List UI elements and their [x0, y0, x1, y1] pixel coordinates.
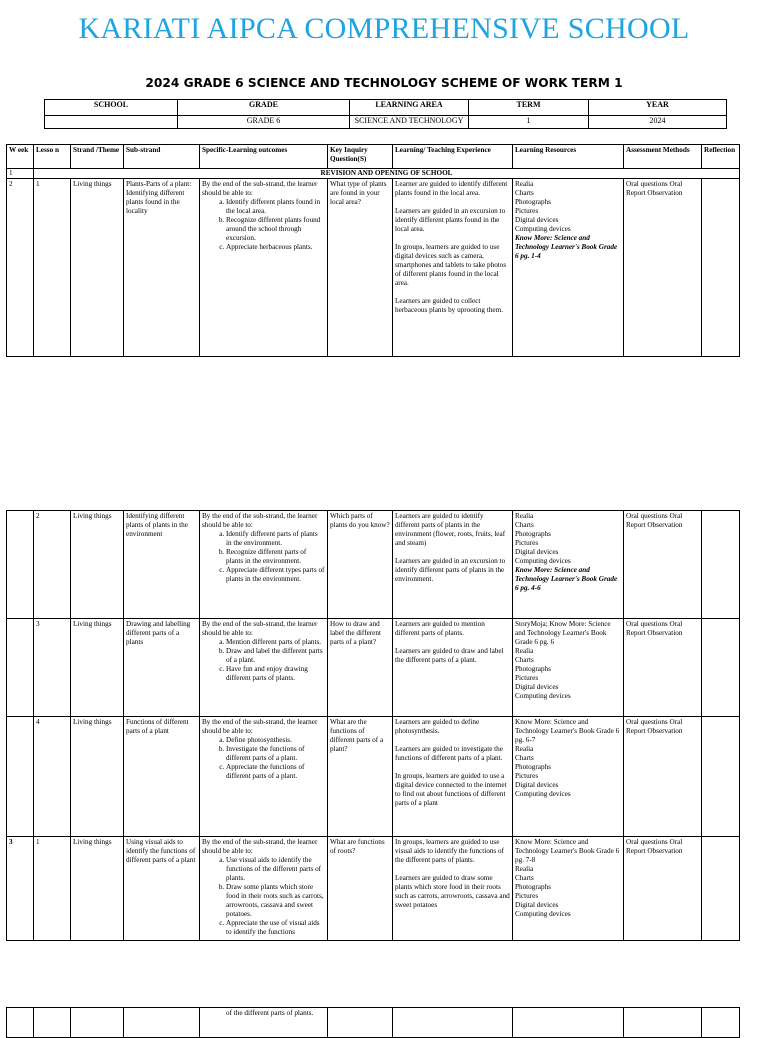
row-key-inquiry [328, 1008, 393, 1038]
row-week: 2 [7, 179, 34, 357]
experience-item: Learners are guided to identify different parts of plants in the environment (flower, roots, fruits, leaf and steam) [395, 512, 506, 547]
outcome-item: b. Investigate the functions of different parts of a plant. [226, 745, 325, 763]
row-lesson: 2 [34, 511, 71, 619]
outcome-item: b. Recognize different parts of plants in the environment. [226, 548, 325, 566]
outcome-list [202, 198, 325, 252]
row-week: 3 [7, 837, 34, 941]
week-1-row [7, 169, 740, 179]
outcome-list [202, 638, 325, 683]
row-substrand [124, 1008, 200, 1038]
school-title: KARIATI AIPCA COMPREHENSIVE SCHOOL [78, 12, 690, 45]
resource-item: Computing devices [515, 557, 571, 565]
table-row [7, 1008, 740, 1038]
info-header-term: TERM [469, 100, 589, 116]
outcome-intro: By the end of the sub-strand, the learner should be able to: [202, 180, 318, 197]
row-outcomes [200, 717, 328, 837]
row-strand: Living things [71, 837, 124, 941]
info-value-grade: GRADE 6 [178, 116, 350, 129]
row-reflection [702, 619, 740, 717]
resource-item: Pictures [515, 539, 539, 547]
info-value-learning-area: SCIENCE AND TECHNOLOGY [350, 116, 469, 129]
row-resources [513, 837, 624, 941]
experience-item: Learners are guided in an excursion to identify different plants found in the local area. [395, 207, 506, 233]
header-outcomes: Specific-Learning outcomes [200, 145, 328, 169]
info-header-learning-area: LEARNING AREA [350, 100, 469, 116]
row-substrand: Identifying different plants of plants in the environment [124, 511, 200, 619]
experience-item: Learners are guided to investigate the functions of different parts of a plant. [395, 745, 503, 762]
outcome-item: a. Use visual aids to identify the functions of the different parts of plants. [226, 856, 325, 883]
outcome-list [202, 856, 325, 937]
row-reflection [702, 717, 740, 837]
row-strand: Living things [71, 179, 124, 357]
resource-item: Realia [515, 745, 534, 753]
table-row [7, 717, 740, 837]
row-strand [71, 1008, 124, 1038]
header-substrand: Sub-strand [124, 145, 200, 169]
row-lesson [34, 1008, 71, 1038]
outcome-list [202, 736, 325, 781]
info-header-grade: GRADE [178, 100, 350, 116]
row-assessment [624, 1008, 702, 1038]
outcome-intro: By the end of the sub-strand, the learner should be able to: [202, 838, 318, 855]
row-key-inquiry: Which parts of plants do you know? [328, 511, 393, 619]
experience-item: In groups, learners are guided to use a digital device connected to the internet to find out about functions of different parts of a plant [395, 772, 507, 807]
row-week [7, 717, 34, 837]
resource-item: Realia [515, 865, 534, 873]
scheme-table-page-3 [6, 1007, 740, 1038]
week-1-revision-text: REVISION AND OPENING OF SCHOOL [34, 169, 740, 179]
outcome-item: b. Recognize different plants found around the school through excursion. [226, 216, 325, 243]
header-resources: Learning Resources [513, 145, 624, 169]
resource-item: Computing devices [515, 225, 571, 233]
experience-item: Learner are guided to identify different plants found in the local area. [395, 180, 508, 197]
resource-item: StoryMoja; Know More: Science and Technology Learner's Book Grade 6 pg. 6 [515, 620, 611, 646]
row-resources [513, 619, 624, 717]
experience-item: Learners are guided in an excursion to identify different parts of plants in the environment. [395, 557, 506, 583]
experience-item: Learners are guided to collect herbaceous plants by uprooting them. [395, 297, 503, 314]
row-reflection [702, 837, 740, 941]
row-experience [393, 717, 513, 837]
row-substrand: Functions of different parts of a plant [124, 717, 200, 837]
outcome-item: a. Mention different parts of plants. [226, 638, 325, 647]
resource-item: Pictures [515, 892, 539, 900]
outcome-item: a. Identify different plants found in the local area. [226, 198, 325, 216]
row-strand: Living things [71, 717, 124, 837]
experience-item: In groups, learners are guided to use visual aids to identify the functions of the different parts of plants. [395, 838, 504, 864]
row-experience [393, 1008, 513, 1038]
resource-item: Know More: Science and Technology Learner's Book Grade 6 pg. 6-7 [515, 718, 620, 744]
row-outcomes [200, 511, 328, 619]
row-lesson: 1 [34, 837, 71, 941]
header-key-inquiry: Key Inquiry Question(S) [328, 145, 393, 169]
header-lesson: Lesso n [34, 145, 71, 169]
resource-book-reference: Know More: Science and Technology Learner's Book Grade 6 pg. 1-4 [515, 234, 618, 260]
outcome-intro: By the end of the sub-strand, the learner should be able to: [202, 718, 318, 735]
experience-item: Learners are guided to define photosynthesis. [395, 718, 480, 735]
week-1-number: 1 [7, 169, 34, 179]
row-week [7, 1008, 34, 1038]
row-assessment: Oral questions Oral Report Observation [624, 511, 702, 619]
outcome-item: c. Appreciate herbaceous plants. [226, 243, 325, 252]
row-assessment: Oral questions Oral Report Observation [624, 717, 702, 837]
resource-item: Photographs [515, 665, 551, 673]
experience-item: Learners are guided to draw some plants which store food in their roots such as carrots, arrowroots, cassava and sweet potatoes [395, 874, 510, 909]
resource-item: Charts [515, 754, 534, 762]
row-outcomes [200, 1008, 328, 1038]
row-resources [513, 1008, 624, 1038]
header-assessment: Assessment Methods [624, 145, 702, 169]
outcome-list [202, 530, 325, 584]
experience-item: Learners are guided to mention different parts of plants. [395, 620, 485, 637]
row-resources [513, 511, 624, 619]
row-substrand: Plants-Parts of a plant: Identifying different plants found in the locality [124, 179, 200, 357]
outcome-item: c. Appreciate the functions of different parts of a plant. [226, 763, 325, 781]
outcome-intro: By the end of the sub-strand, the learner should be able to: [202, 620, 318, 637]
table-row [7, 179, 740, 357]
info-header-year: YEAR [589, 100, 727, 116]
resource-item: Realia [515, 512, 534, 520]
experience-item: Learners are guided to draw and label the different parts of a plant. [395, 647, 504, 664]
header-reflection: Reflection [702, 145, 740, 169]
outcome-item: a. Identify different parts of plants in the environment. [226, 530, 325, 548]
row-reflection [702, 511, 740, 619]
row-strand: Living things [71, 511, 124, 619]
row-lesson: 3 [34, 619, 71, 717]
resource-item: Photographs [515, 883, 551, 891]
info-value-school [45, 116, 178, 129]
resource-item: Know More: Science and Technology Learner's Book Grade 6 pg. 7-8 [515, 838, 620, 864]
resource-item: Photographs [515, 198, 551, 206]
info-value-row [45, 116, 727, 129]
outcome-continuation: of the different parts of plants. [226, 1009, 314, 1017]
table-row [7, 511, 740, 619]
header-experience: Learning/ Teaching Experience [393, 145, 513, 169]
row-resources [513, 179, 624, 357]
resource-item: Charts [515, 874, 534, 882]
school-info-table [44, 99, 727, 129]
outcome-item: c. Have fun and enjoy drawing different parts of plants. [226, 665, 325, 683]
row-week [7, 619, 34, 717]
experience-item: In groups, learners are guided to use digital devices such as camera, smartphones and tablets to take photos of different plants found in the local area. [395, 243, 507, 287]
outcome-intro: By the end of the sub-strand, the learner should be able to: [202, 512, 318, 529]
row-substrand: Using visual aids to identify the functions of different parts of a plant [124, 837, 200, 941]
scheme-table-page-2 [6, 510, 740, 941]
scheme-table-page-1 [6, 144, 740, 357]
resource-item: Photographs [515, 763, 551, 771]
row-outcomes [200, 837, 328, 941]
resource-item: Pictures [515, 772, 539, 780]
resource-item: Charts [515, 521, 534, 529]
resource-item: Pictures [515, 207, 539, 215]
resource-item: Computing devices [515, 692, 571, 700]
row-outcomes [200, 179, 328, 357]
row-assessment: Oral questions Oral Report Observation [624, 619, 702, 717]
resource-item: Digital devices [515, 548, 559, 556]
row-lesson: 4 [34, 717, 71, 837]
scheme-header-row [7, 145, 740, 169]
resource-item: Charts [515, 189, 534, 197]
row-key-inquiry: What are functions of roots? [328, 837, 393, 941]
row-substrand: Drawing and labelling different parts of a plants [124, 619, 200, 717]
row-key-inquiry: How to draw and label the different parts of a plant? [328, 619, 393, 717]
resource-item: Pictures [515, 674, 539, 682]
row-reflection [702, 179, 740, 357]
row-key-inquiry: What are the functions of different parts of a plant? [328, 717, 393, 837]
resource-item: Realia [515, 647, 534, 655]
row-assessment: Oral questions Oral Report Observation [624, 179, 702, 357]
row-week [7, 511, 34, 619]
resource-item: Digital devices [515, 216, 559, 224]
info-value-term: 1 [469, 116, 589, 129]
row-key-inquiry: What type of plants are found in your local area? [328, 179, 393, 357]
row-reflection [702, 1008, 740, 1038]
resource-item: Digital devices [515, 781, 559, 789]
row-experience [393, 619, 513, 717]
row-strand: Living things [71, 619, 124, 717]
resource-item: Charts [515, 656, 534, 664]
info-header-row [45, 100, 727, 116]
resource-item: Digital devices [515, 901, 559, 909]
info-header-school: SCHOOL [45, 100, 178, 116]
resource-item: Computing devices [515, 910, 571, 918]
row-lesson: 1 [34, 179, 71, 357]
row-outcomes [200, 619, 328, 717]
outcome-item: c. Appreciate the use of visual aids to identify the functions [226, 919, 325, 937]
outcome-item: a. Define photosynthesis. [226, 736, 325, 745]
outcome-item: b. Draw some plants which store food in their roots such as carrots, arrowroots, cassava and sweet potatoes. [226, 883, 325, 919]
resource-book-reference: Know More: Science and Technology Learner's Book Grade 6 pg. 4-6 [515, 566, 618, 592]
table-row [7, 837, 740, 941]
info-value-year: 2024 [589, 116, 727, 129]
resource-item: Digital devices [515, 683, 559, 691]
row-experience [393, 837, 513, 941]
row-assessment: Oral questions Oral Report Observation [624, 837, 702, 941]
resource-item: Realia [515, 180, 534, 188]
document-title: 2024 GRADE 6 SCIENCE AND TECHNOLOGY SCHEME OF WORK TERM 1 [145, 76, 623, 90]
outcome-item: b. Draw and label the different parts of a plant. [226, 647, 325, 665]
resource-item: Photographs [515, 530, 551, 538]
row-experience [393, 179, 513, 357]
row-resources [513, 717, 624, 837]
outcome-item: c. Appreciate different types parts of plants in the environment. [226, 566, 325, 584]
resource-item: Computing devices [515, 790, 571, 798]
row-experience [393, 511, 513, 619]
table-row [7, 619, 740, 717]
header-strand: Strand /Theme [71, 145, 124, 169]
header-week: W eek [7, 145, 34, 169]
